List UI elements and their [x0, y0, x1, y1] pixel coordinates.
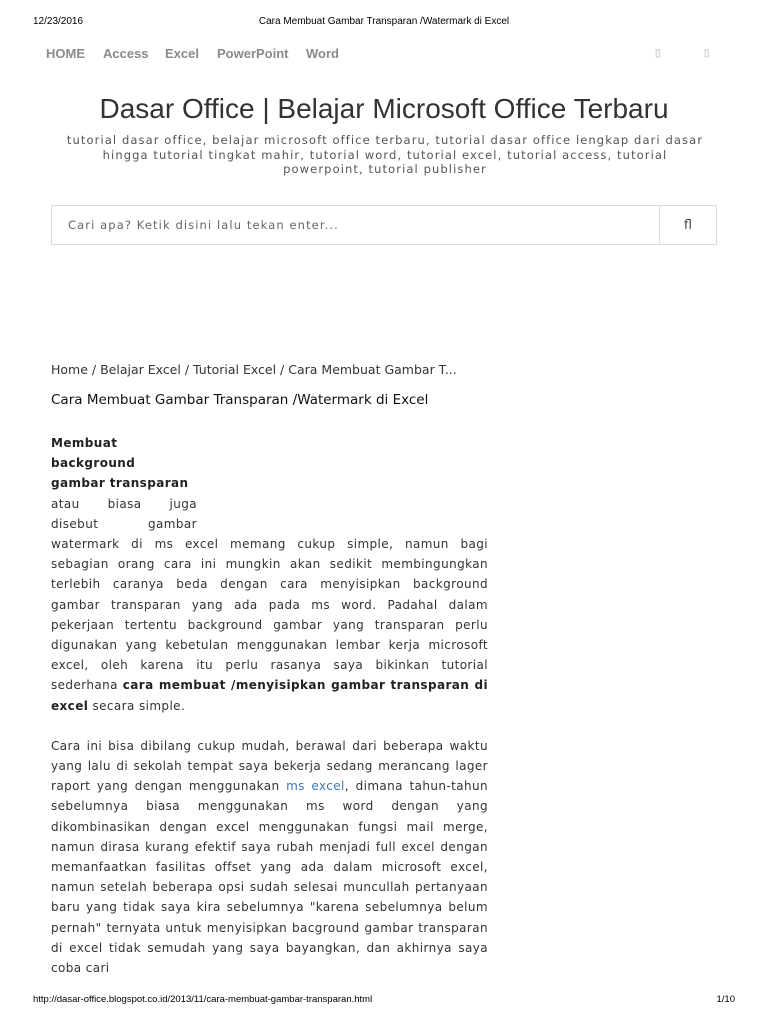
breadcrumb-separator: / — [276, 362, 289, 377]
lead-line-5: disebut gambar — [51, 516, 197, 531]
ms-excel-link[interactable]: ms excel — [286, 779, 345, 794]
paragraph-2 — [51, 736, 488, 978]
print-header — [0, 16, 768, 30]
breadcrumb-separator: / — [180, 362, 194, 377]
bold-lead-2: background — [51, 456, 136, 471]
nav-item-powerpoint[interactable]: PowerPoint — [217, 46, 289, 61]
paragraph-1-text-a: watermark di ms excel memang cukup simple, namun bagi sebagian orang cara ini mungkin akan sedikit membingungkan terlebih caranya beda dengan cara menyisipkan background gambar transparan yang ada pada ms word. Padahal dalam pekerjaan tertentu background gambar yang transparan perlu digunakan yang kebetulan menggunakan lembar kerja microsoft excel, oleh karena itu perlu rasanya saya bikinkan tutorial sederhana — [51, 537, 488, 693]
nav-item-access[interactable]: Access — [103, 46, 149, 61]
search-bar — [51, 205, 717, 245]
nav-item-excel[interactable]: Excel — [165, 46, 199, 61]
paragraph-1-bold-phrase: cara membuat /menyisipkan gambar transparan di excel — [51, 678, 488, 713]
search-icon[interactable]: ▯ — [655, 48, 661, 59]
print-date: 12/23/2016 — [33, 16, 84, 27]
menu-icon[interactable]: ▯ — [704, 48, 710, 59]
post-title: Cara Membuat Gambar Transparan /Watermark di Excel — [51, 392, 429, 408]
search-button[interactable] — [659, 206, 716, 244]
breadcrumb-belajar-excel[interactable]: Belajar Excel — [100, 362, 181, 377]
site-description: tutorial dasar office, belajar microsoft office terbaru, tutorial dasar office lengkap dari dasar hingga tutorial tingkat mahir, tutorial word, tutorial excel, tutorial access, tutorial powerpoint, tutorial publisher — [66, 133, 704, 176]
breadcrumb-tutorial-excel[interactable]: Tutorial Excel — [193, 362, 277, 377]
paragraph-2-text-a: Cara ini bisa dibilang cukup mudah, berawal dari beberapa waktu yang lalu di sekolah tempat saya bekerja sedang merancang lager raport yang dengan menggunakan — [51, 738, 488, 794]
lead-line-4: atau biasa juga — [51, 496, 197, 511]
print-footer — [0, 994, 768, 1008]
breadcrumb-separator: / — [87, 362, 101, 377]
post-body — [51, 433, 488, 978]
paragraph-1 — [51, 433, 488, 716]
paragraph-1-text-b: secara simple. — [88, 698, 186, 713]
site-title[interactable]: Dasar Office | Belajar Microsoft Office Terbaru — [99, 93, 669, 124]
paragraph-2-text-b: , dimana tahun-tahun sebelumnya biasa menggunakan ms word dengan yang dikombinasikan dengan excel menggunakan fungsi mail merge, namun dirasa kurang efektif saya rubah menjadi full excel dengan memanfaatkan fasilitas offset yang ada dalam microsoft excel, namun setelah beberapa opsi sudah selesai muncullah pertanyaan baru yang tidak saya kira sebelumnya "karena sebelumnya belum pernah" ternyata untuk menyisipkan bacground gambar transparan di excel tidak semudah yang saya bayangkan, dan akhirnya saya coba cari — [51, 779, 488, 976]
print-url: http://dasar-office.blogspot.co.id/2013/11/cara-membuat-gambar-transparan.html — [33, 994, 373, 1005]
search-button-icon: fl — [683, 217, 693, 233]
print-doc-title: Cara Membuat Gambar Transparan /Watermark di Excel — [258, 16, 510, 27]
paragraph-gap — [51, 716, 488, 736]
breadcrumb — [51, 362, 491, 377]
breadcrumb-home[interactable]: Home — [51, 362, 88, 377]
bold-lead-1: Membuat — [51, 436, 118, 450]
print-page-number: 1/10 — [716, 994, 735, 1005]
nav-item-word[interactable]: Word — [306, 46, 339, 61]
nav-item-home[interactable]: HOME — [46, 46, 85, 61]
breadcrumb-current: Cara Membuat Gambar T... — [288, 362, 457, 377]
top-navigation — [46, 46, 736, 66]
search-input[interactable] — [52, 206, 660, 244]
bold-lead-3: gambar transparan — [51, 476, 189, 491]
